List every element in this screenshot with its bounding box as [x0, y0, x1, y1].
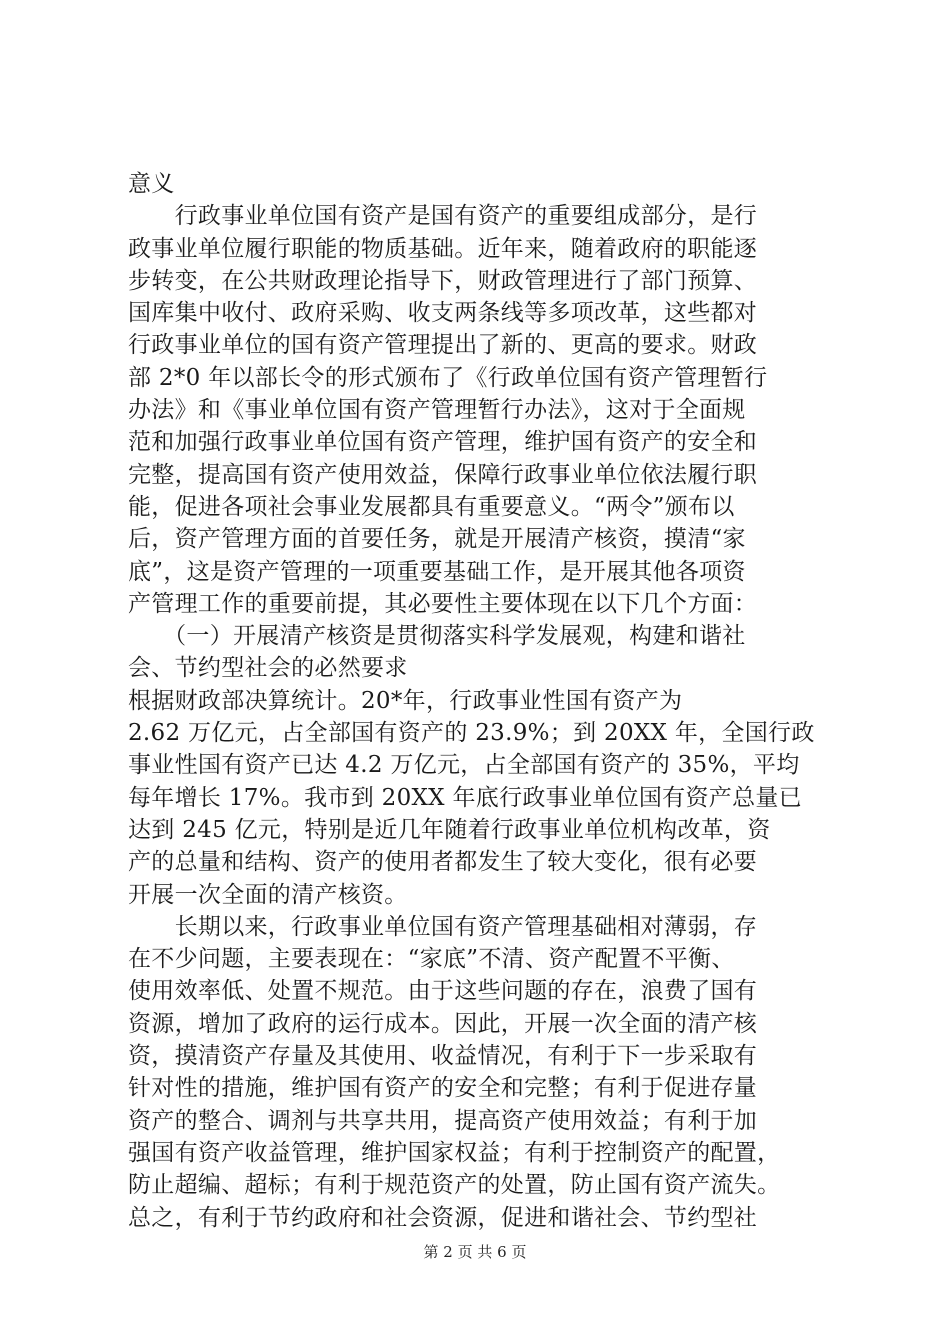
text-line: 政事业单位履行职能的物质基础。近年来，随着政府的职能逐	[128, 235, 758, 262]
text-line: 底”，这是资产管理的一项重要基础工作，是开展其他各项资	[128, 558, 746, 585]
text-line: 防止超编、超标；有利于规范资产的处置，防止国有资产流失。	[128, 1172, 781, 1199]
text-line: 行政事业单位的国有资产管理提出了新的、更高的要求。财政	[128, 332, 758, 359]
text-line: 范和加强行政事业单位国有资产管理，维护国有资产的安全和	[128, 429, 758, 456]
text-line: 资产的整合、调剂与共享共用，提高资产使用效益；有利于加	[128, 1107, 758, 1134]
text-line: 产的总量和结构、资产的使用者都发生了较大变化，很有必要	[128, 849, 758, 876]
text-line: 每年增长 17%。我市到 20XX 年底行政事业单位国有资产总量已	[128, 784, 802, 811]
text-line: 国库集中收付、政府采购、收支两条线等多项改革，这些都对	[128, 300, 758, 327]
text-line: 办法》和《事业单位国有资产管理暂行办法》，这对于全面规	[128, 397, 746, 424]
text-line: 产管理工作的重要前提，其必要性主要体现在以下几个方面：	[128, 590, 758, 617]
text-line: 长期以来，行政事业单位国有资产管理基础相对薄弱，存	[128, 913, 758, 940]
text-line: 资，摸清资产存量及其使用、收益情况，有利于下一步采取有	[128, 1043, 758, 1070]
page-number-footer: 第 2 页 共 6 页	[423, 1243, 527, 1261]
text-line: 根据财政部决算统计。20*年，行政事业性国有资产为	[128, 687, 683, 714]
text-line: 使用效率低、处置不规范。由于这些问题的存在，浪费了国有	[128, 978, 758, 1005]
body-text	[128, 168, 838, 1234]
text-line: 完整，提高国有资产使用效益，保障行政事业单位依法履行职	[128, 461, 758, 488]
text-line: 资源，增加了政府的运行成本。因此，开展一次全面的清产核	[128, 1010, 758, 1037]
text-line: 后，资产管理方面的首要任务，就是开展清产核资，摸清“家	[128, 526, 746, 553]
text-line: 意义	[128, 171, 175, 197]
section-heading-line: （一）开展清产核资是贯彻落实科学发展观，构建和谐社	[128, 623, 746, 650]
text-line: 强国有资产收益管理，维护国家权益；有利于控制资产的配置，	[128, 1139, 781, 1166]
text-line: 达到 245 亿元，特别是近几年随着行政事业单位机构改革，资	[128, 816, 771, 843]
text-line: 针对性的措施，维护国有资产的安全和完整；有利于促进存量	[128, 1075, 758, 1102]
text-line: 2.62 万亿元，占全部国有资产的 23.9%；到 20XX 年，全国行政	[128, 720, 815, 747]
text-line: 步转变，在公共财政理论指导下，财政管理进行了部门预算、	[128, 267, 758, 294]
text-line: 事业性国有资产已达 4.2 万亿元，占全部国有资产的 35%，平均	[128, 752, 800, 779]
text-line: 能，促进各项社会事业发展都具有重要意义。“两令”颁布以	[128, 493, 735, 520]
text-line: 开展一次全面的清产核资。	[128, 881, 408, 908]
text-line: 部 2*0 年以部长令的形式颁布了《行政单位国有资产管理暂行	[128, 364, 768, 391]
section-heading-line: 会、节约型社会的必然要求	[128, 655, 408, 682]
text-line: 在不少问题，主要表现在：“家底”不清、资产配置不平衡、	[128, 946, 735, 973]
text-line: 总之，有利于节约政府和社会资源，促进和谐社会、节约型社	[128, 1204, 758, 1231]
text-line: 行政事业单位国有资产是国有资产的重要组成部分，是行	[128, 203, 758, 230]
